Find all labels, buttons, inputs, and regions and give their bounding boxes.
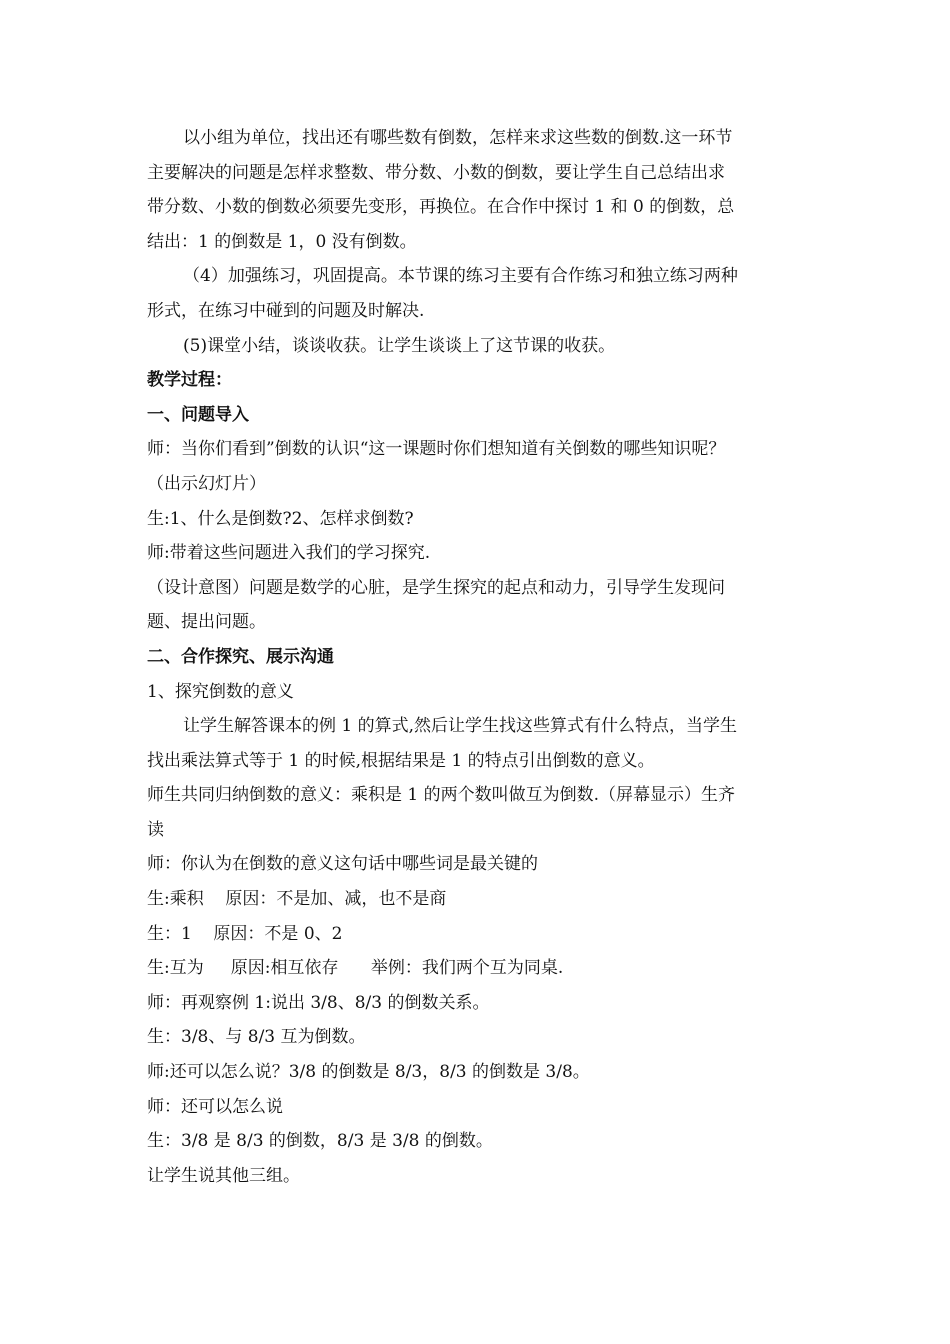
text-line: 生：3/8、与 8/3 互为倒数。 bbox=[147, 1027, 366, 1048]
text-line: 生：3/8 是 8/3 的倒数，8/3 是 3/8 的倒数。 bbox=[147, 1131, 493, 1152]
text-line: （设计意图）问题是数学的心脏，是学生探究的起点和动力，引导学生发现问 bbox=[147, 577, 725, 598]
text-line: （4）加强练习，巩固提高。本节课的练习主要有合作练习和独立练习两种 bbox=[183, 266, 738, 287]
text-line: 让学生解答课本的例 1 的算式,然后让学生找这些算式有什么特点，当学生 bbox=[183, 716, 738, 737]
text-line: 1、探究倒数的意义 bbox=[147, 681, 294, 702]
text-line: 带分数、小数的倒数必须要先变形，再换位。在合作中探讨 1 和 0 的倒数，总 bbox=[147, 197, 735, 218]
text-line: 师：再观察例 1:说出 3/8、8/3 的倒数关系。 bbox=[147, 992, 490, 1013]
text-line: 师：你认为在倒数的意义这句话中哪些词是最关键的 bbox=[147, 854, 538, 875]
text-line: 找出乘法算式等于 1 的时候,根据结果是 1 的特点引出倒数的意义。 bbox=[147, 750, 655, 771]
text-line: 以小组为单位，找出还有哪些数有倒数，怎样来求这些数的倒数.这一环节 bbox=[183, 128, 733, 148]
text-line: 题、提出问题。 bbox=[147, 612, 266, 633]
text-line: 生:互为 原因:相互依存 举例：我们两个互为同桌. bbox=[147, 958, 564, 979]
text-line: 生:乘积 原因：不是加、减，也不是商 bbox=[147, 889, 447, 910]
text-line: 读 bbox=[147, 819, 164, 840]
text-line: 结出：1 的倒数是 1，0 没有倒数。 bbox=[147, 231, 417, 252]
section-heading: 二、合作探究、展示沟通 bbox=[147, 646, 334, 667]
text-line: (5)课堂小结，谈谈收获。让学生谈谈上了这节课的收获。 bbox=[183, 335, 616, 356]
text-line: 生：1 原因：不是 0、2 bbox=[147, 923, 343, 944]
text-line: 师：还可以怎么说 bbox=[147, 1096, 283, 1117]
text-line: 师生共同归纳倒数的意义：乘积是 1 的两个数叫做互为倒数.（屏幕显示）生齐 bbox=[147, 785, 736, 806]
text-line: 形式，在练习中碰到的问题及时解决. bbox=[147, 300, 425, 321]
text-line: 师:还可以怎么说？3/8 的倒数是 8/3，8/3 的倒数是 3/8。 bbox=[147, 1062, 590, 1083]
text-line: （出示幻灯片） bbox=[147, 473, 266, 494]
section-heading: 教学过程： bbox=[147, 370, 232, 391]
section-heading: 一、问题导入 bbox=[147, 404, 249, 425]
text-line: 生:1、什么是倒数?2、怎样求倒数? bbox=[147, 508, 414, 529]
text-line: 师:带着这些问题进入我们的学习探究. bbox=[147, 543, 431, 564]
text-line: 师：当你们看到”倒数的认识“这一课题时你们想知道有关倒数的哪些知识呢？ bbox=[147, 439, 726, 460]
document-page bbox=[147, 121, 807, 1193]
text-line: 主要解决的问题是怎样求整数、带分数、小数的倒数，要让学生自己总结出求 bbox=[147, 162, 725, 183]
text-line: 让学生说其他三组。 bbox=[147, 1165, 300, 1186]
